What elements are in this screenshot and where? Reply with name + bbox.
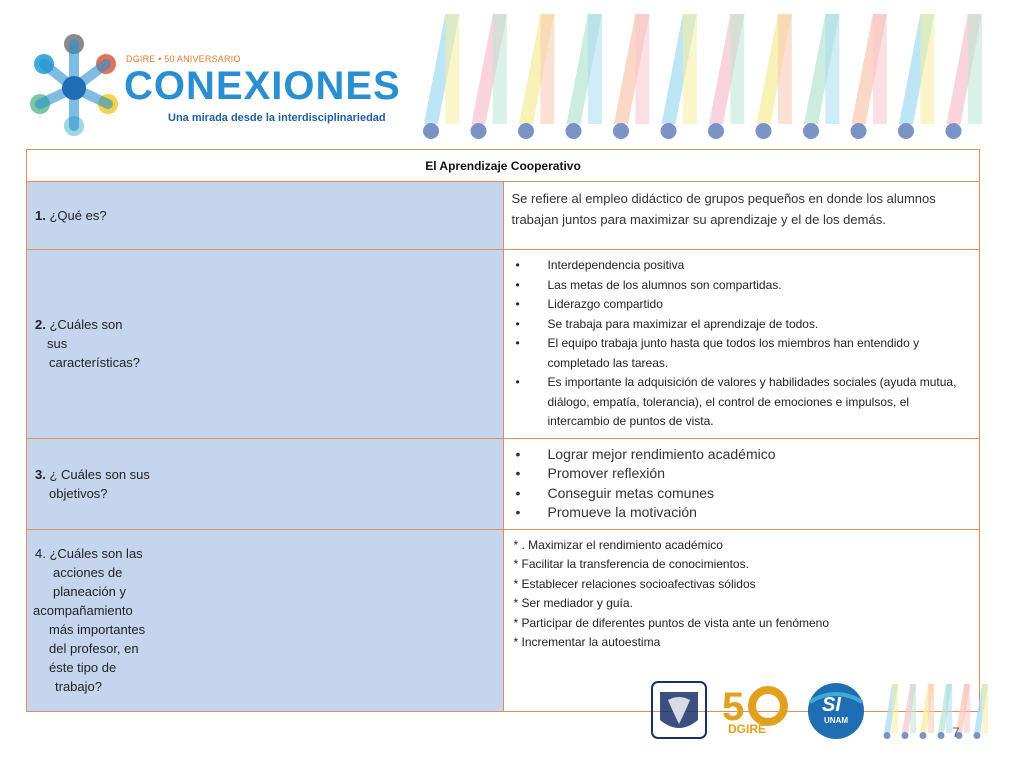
stripe-dot	[518, 123, 534, 139]
stripe-bar	[778, 14, 792, 124]
unam-seal-icon	[650, 680, 708, 740]
answer-cell	[503, 182, 980, 250]
stripe-bar	[445, 14, 459, 124]
actions-list	[512, 536, 972, 653]
stripe-dot	[471, 123, 487, 139]
table-row	[27, 250, 980, 439]
list-item: * Ser mediador y guía.	[513, 596, 633, 610]
question-text: ¿Cuáles son las	[49, 546, 143, 561]
question-cell	[27, 250, 504, 439]
stripe-bar	[635, 14, 649, 124]
list-item: * Establecer relaciones socioafectivas sólidos	[513, 576, 756, 591]
question-number: 1.	[35, 208, 46, 223]
list-item: * Participar de diferentes puntos de vista ante un fenómeno	[513, 615, 830, 630]
svg-text:5: 5	[722, 685, 745, 729]
question-cell	[27, 182, 504, 250]
answer-cell	[503, 438, 980, 529]
conexiones-logo	[26, 30, 401, 142]
stripe-bar	[968, 14, 982, 124]
cooperative-learning-table	[26, 149, 980, 712]
stripe-bar	[910, 684, 916, 733]
stripe-bar	[825, 14, 839, 124]
list-item: * Facilitar la transferencia de conocimientos.	[513, 557, 749, 571]
stripe-bar	[928, 684, 934, 733]
logo-title: CONEXIONES	[124, 64, 401, 108]
list-item: • Las metas de los alumnos son compartidas.	[515, 277, 782, 292]
stripe-dot	[423, 123, 439, 139]
answer-cell	[503, 250, 980, 439]
list-item: • Promover reflexión	[515, 465, 665, 481]
decorative-stripes-small	[882, 680, 1002, 740]
list-item: • Promueve la motivación	[515, 504, 697, 520]
question-text: planeación y	[53, 584, 126, 599]
stripe-dot	[920, 732, 927, 739]
table-title: El Aprendizaje Cooperativo	[27, 150, 980, 182]
stripe-bar	[540, 14, 554, 124]
table-row	[27, 182, 980, 250]
stripe-bar	[493, 14, 507, 124]
question-number: 4.	[35, 546, 46, 561]
question-text: éste tipo de	[49, 660, 117, 675]
question-cell	[27, 438, 504, 529]
list-item: • Interdependencia positiva	[515, 258, 685, 272]
list-item: * . Maximizar el rendimiento académico	[513, 537, 723, 552]
question-text: acompañamiento	[33, 603, 133, 618]
question-text: objetivos?	[49, 485, 108, 501]
stripe-bar	[892, 684, 898, 733]
question-text: ¿Cuáles son	[49, 317, 123, 333]
list-item: • Lograr mejor rendimiento académico	[515, 445, 776, 462]
dgire-label: DGIRE	[728, 722, 767, 736]
answer-text: Se refiere al empleo didáctico de grupos pequeños en donde los alumnos trabajan juntos para maximizar su aprendizaje y el de los demás.	[511, 191, 936, 227]
objectives-list	[512, 445, 972, 523]
stripe-bar	[730, 14, 744, 124]
si-label: SI	[822, 694, 841, 716]
stripe-dot	[946, 123, 962, 139]
si-sub-label: UNAM	[824, 716, 848, 725]
stripe-dot	[902, 732, 909, 739]
stripe-dot	[884, 732, 891, 739]
list-item: * Incrementar la autoestima	[513, 635, 661, 649]
list-item: • Es importante la adquisición de valores y habilidades sociales (ayuda mutua, diálogo, empatía, tolerancia), el control de emociones e impulsos, el intercambio de puntos de vista.	[515, 375, 957, 428]
stripe-bar	[683, 14, 697, 124]
list-item: • El equipo trabaja junto hasta que todos los miembros han entendido y completado las tareas.	[515, 336, 920, 370]
stripe-dot	[756, 123, 772, 139]
stripe-dot	[803, 123, 819, 139]
question-number: 3.	[35, 466, 46, 482]
list-item: • Se trabaja para maximizar el aprendizaje de todos.	[515, 316, 819, 331]
question-text: del profesor, en	[49, 641, 139, 656]
page-number: 7	[952, 724, 960, 740]
question-text: acciones de	[53, 565, 123, 580]
stripe-bar	[588, 14, 602, 124]
question-text: sus	[47, 336, 68, 352]
logo-subtitle: Una mirada desde la interdisciplinariedad	[168, 112, 386, 124]
stripe-dot	[938, 732, 945, 739]
question-text: ¿Qué es?	[49, 208, 107, 223]
question-cell	[27, 529, 504, 711]
stripe-bar	[920, 14, 934, 124]
stripe-dot	[661, 123, 677, 139]
stripe-bar	[873, 14, 887, 124]
stripe-dot	[613, 123, 629, 139]
stripe-dot	[566, 123, 582, 139]
question-text: características?	[49, 355, 141, 371]
stripe-dot	[851, 123, 867, 139]
conexiones-emblem-icon	[26, 30, 122, 142]
list-item: • Liderazgo compartido	[515, 297, 663, 311]
table-row	[27, 438, 980, 529]
question-text: más importantes	[49, 622, 146, 637]
logo-tagline: DGIRE • 50 ANIVERSARIO	[126, 54, 241, 64]
characteristics-list	[512, 256, 972, 432]
stripe-dot	[898, 123, 914, 139]
question-text: trabajo?	[55, 679, 102, 694]
stripe-bar	[982, 684, 988, 733]
footer-logos	[644, 678, 884, 744]
list-item: • Conseguir metas comunes	[515, 484, 715, 501]
stripe-bar	[964, 684, 970, 733]
question-number: 2.	[35, 317, 46, 333]
decorative-stripes	[418, 10, 1018, 140]
stripe-dot	[974, 732, 981, 739]
question-text: ¿ Cuáles son sus	[49, 466, 150, 482]
stripe-dot	[708, 123, 724, 139]
